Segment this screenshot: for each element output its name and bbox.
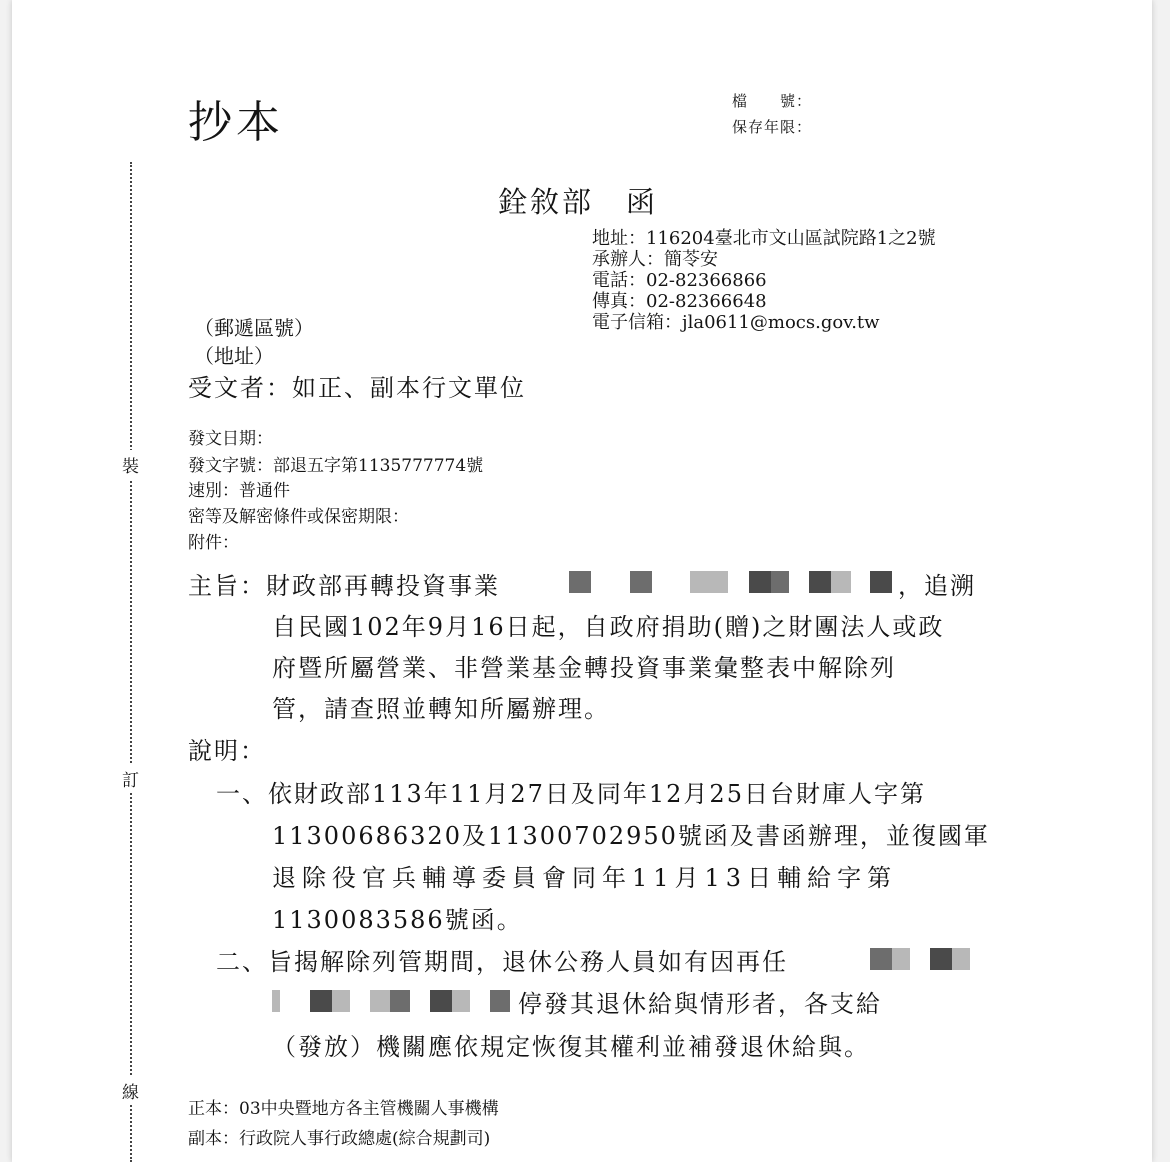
recipient-line: 受文者：如正、副本行文單位	[188, 374, 526, 402]
contact-address: 地址：116204臺北市文山區試院路1之2號	[592, 228, 936, 249]
subject-line-4: 管，請查照並轉知所屬辦理。	[272, 695, 610, 723]
issue-date: 發文日期：	[188, 429, 273, 449]
subject-line-2: 自民國102年9月16日起，自政府捐助(贈)之財團法人或政	[272, 613, 945, 641]
retention-period-label: 保存年限：	[732, 118, 813, 136]
redaction-block	[430, 990, 452, 1012]
explanation-item-1-line-1: 一、依財政部113年11月27日及同年12月25日台財庫人字第	[216, 780, 926, 808]
redaction-block	[771, 571, 789, 593]
explanation-item-2-line-3: （發放）機關應依規定恢復其權利並補發退休給與。	[272, 1033, 870, 1061]
file-number-label: 檔 號：	[732, 92, 813, 110]
binding-char-zhuang: 裝	[122, 450, 139, 479]
redaction-block	[870, 571, 892, 593]
copy-mark: 抄本	[188, 97, 284, 148]
redaction-block	[952, 948, 970, 970]
redaction-block	[892, 948, 910, 970]
redaction-block	[490, 990, 510, 1012]
subject-line-1-end: ，追溯	[898, 572, 976, 600]
redaction-block	[370, 990, 390, 1012]
redaction-block	[690, 571, 712, 593]
redaction-block	[569, 571, 591, 593]
subject-line-1: 主旨：財政部再轉投資事業	[188, 572, 500, 600]
explanation-item-2-line-1: 二、旨揭解除列管期間，退休公務人員如有因再任	[216, 948, 788, 976]
copy-recipients: 副本：行政院人事行政總處(綜合規劃司)	[188, 1129, 491, 1149]
redaction-block	[630, 571, 652, 593]
explanation-item-1-line-3: 退除役官兵輔導委員會同年11月13日輔給字第	[272, 864, 898, 892]
redaction-block	[272, 990, 280, 1012]
contact-email: 電子信箱：jla0611@mocs.gov.tw	[592, 312, 880, 333]
redaction-block	[870, 948, 892, 970]
security-level: 密等及解密條件或保密期限：	[188, 507, 409, 527]
binding-char-xian: 線	[122, 1076, 139, 1105]
attachments: 附件：	[188, 533, 239, 553]
explanation-item-1-line-4: 1130083586號函。	[272, 906, 523, 934]
redaction-block	[831, 571, 851, 593]
redaction-block	[332, 990, 350, 1012]
postal-code-placeholder: （郵遞區號）	[194, 316, 314, 340]
binding-char-ding: 訂	[122, 764, 139, 793]
delivery-speed: 速別：普通件	[188, 481, 290, 501]
redaction-block	[809, 571, 831, 593]
explanation-heading: 說明：	[188, 737, 266, 765]
redaction-block	[310, 990, 332, 1012]
document-page	[12, 0, 1152, 1162]
explanation-item-2-line-2: 停發其退休給與情形者，各支給	[518, 990, 882, 1018]
contact-phone: 電話：02-82366866	[592, 270, 767, 291]
explanation-item-1-line-2: 11300686320及11300702950號函及書函辦理，並復國軍	[272, 822, 990, 850]
binding-dotted-line	[130, 162, 132, 1162]
subject-line-3: 府暨所屬營業、非營業基金轉投資事業彙整表中解除列	[272, 654, 896, 682]
redaction-block	[712, 571, 728, 593]
redaction-block	[930, 948, 952, 970]
address-placeholder: （地址）	[194, 344, 274, 368]
original-recipients: 正本：03中央暨地方各主管機關人事機構	[188, 1099, 499, 1119]
redaction-block	[452, 990, 470, 1012]
contact-fax: 傳真：02-82366648	[592, 291, 767, 312]
redaction-block	[390, 990, 410, 1012]
org-title: 銓敘部 函	[498, 185, 659, 219]
redaction-block	[749, 571, 771, 593]
document-number: 發文字號：部退五字第1135777774號	[188, 456, 484, 476]
contact-officer: 承辦人：簡苓安	[592, 249, 718, 270]
